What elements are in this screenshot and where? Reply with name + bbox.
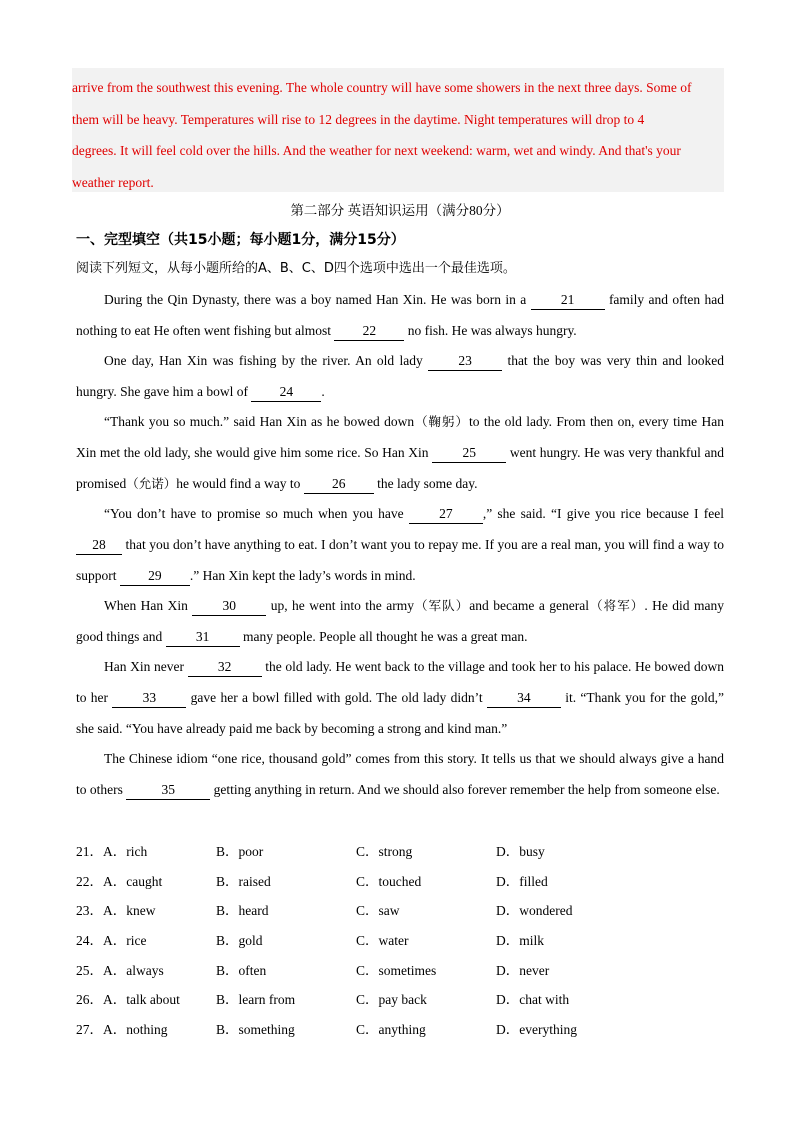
option-c: C．pay back	[356, 992, 427, 1008]
passage-paragraph-6	[76, 651, 724, 744]
passage-paragraph-4	[76, 498, 724, 591]
text: The Chinese idiom “one rice, thousand gold” comes from this story. It tells us that we should always give a hand to others	[76, 751, 724, 797]
text: ,” she said. “I give you rice because I feel	[482, 506, 724, 521]
text: gave her a bowl filled with gold. The old lady didn’t	[186, 690, 487, 705]
passage-paragraph-5	[76, 590, 724, 652]
text: “You don’t have to promise so much when you have	[104, 506, 409, 521]
blank-25: 25	[432, 444, 506, 463]
blank-27: 27	[409, 505, 483, 524]
weather-line: weather report.	[72, 174, 154, 190]
text: and became a general	[469, 598, 590, 613]
text: that the boy was very thin and looked hungry. She gave him a bowl of	[76, 353, 724, 399]
blank-31: 31	[166, 628, 240, 647]
chinese-gloss: （军队）	[413, 598, 470, 613]
option-c: C．water	[356, 933, 409, 949]
option-c: C．touched	[356, 873, 422, 889]
option-b: B．poor	[216, 844, 264, 859]
option-d: D．everything	[496, 1022, 577, 1038]
blank-32: 32	[188, 658, 262, 677]
text: that you don’t have anything to eat. I don’t want you to repay me. If you are a real man, you will find a way to support	[76, 537, 724, 583]
option-a: 25．A．always	[76, 962, 164, 978]
passage-paragraph-3	[76, 406, 724, 499]
passage-paragraph-2	[76, 345, 724, 407]
option-d: D．milk	[496, 933, 545, 949]
option-b: B．gold	[216, 933, 263, 949]
option-d: D．busy	[496, 844, 545, 859]
text: went hungry. He was very thankful and promised	[76, 445, 724, 491]
passage-paragraph-1	[76, 284, 724, 346]
option-a: 24．A．rice	[76, 933, 147, 949]
weather-line: them will be heavy. Temperatures will rise to 12 degrees in the daytime. Night temperatures will drop to 4	[72, 111, 645, 127]
chinese-gloss: （将军）	[589, 598, 645, 613]
option-c: C．strong	[356, 844, 413, 859]
option-b: B．learn from	[216, 992, 296, 1008]
blank-34: 34	[487, 689, 561, 708]
blank-33: 33	[112, 689, 186, 708]
option-a: 22．A．caught	[76, 873, 163, 889]
blank-23: 23	[428, 352, 502, 371]
weather-line: arrive from the southwest this evening. The whole country will have some showers in the next three days. Some of	[72, 80, 692, 95]
option-b: B．heard	[216, 903, 269, 919]
option-b: B．often	[216, 962, 267, 978]
text: . He did many good things and	[76, 598, 724, 644]
blank-30: 30	[192, 597, 266, 616]
text: “Thank you so much.” said Han Xin as he bowed down	[104, 414, 415, 429]
blank-21: 21	[531, 291, 605, 310]
part-title: 第二部分 英语知识运用（满分80分）	[290, 203, 510, 218]
option-a: 21．A．rich	[76, 844, 148, 859]
text: the old lady. He went back to the village and took her to his palace. He bowed down to her	[76, 659, 724, 705]
weather-line: degrees. It will feel cold over the hills. And the weather for next weekend: warm, wet and windy. And that's your	[72, 143, 681, 158]
text: no fish. He was always hungry.	[404, 323, 577, 338]
blank-22: 22	[334, 322, 404, 341]
text: he would find a way to	[176, 476, 304, 491]
weather-report-box	[72, 68, 724, 192]
text: .” Han Xin kept the lady’s words in mind.	[189, 568, 416, 583]
option-d: D．wondered	[496, 903, 573, 919]
text: .	[321, 384, 325, 399]
text: One day, Han Xin was fishing by the river. An old lady	[104, 353, 429, 368]
blank-26: 26	[304, 475, 374, 494]
option-a: 23．A．knew	[76, 903, 156, 919]
text: up, he went into the army	[266, 598, 414, 613]
text: During the Qin Dynasty, there was a boy named Han Xin. He was born in a	[104, 292, 531, 307]
option-d: D．never	[496, 962, 550, 978]
blank-35: 35	[126, 781, 210, 800]
text: the lady some day.	[373, 476, 478, 491]
option-d: D．filled	[496, 873, 548, 889]
option-c: C．sometimes	[356, 962, 437, 978]
option-c: C．saw	[356, 903, 400, 919]
text: it. “Thank you for the gold,” she said. “You have already paid me back by becoming a strong and kind man.”	[76, 690, 724, 736]
passage-paragraph-7	[76, 743, 724, 805]
instruction: 阅读下列短文，从每小题所给的A、B、C、D四个选项中选出一个最佳选项。	[76, 261, 516, 276]
text: getting anything in return. And we should also forever remember the help from someone else.	[210, 782, 720, 797]
option-d: D．chat with	[496, 992, 570, 1008]
blank-28: 28	[76, 536, 122, 555]
text: When Han Xin	[104, 598, 193, 613]
section-title: 一、完型填空（共15小题；每小题1分，满分15分）	[76, 232, 405, 248]
text: family and often had nothing to eat He often went fishing but almost	[76, 292, 724, 338]
option-a: 27．A．nothing	[76, 1022, 168, 1038]
blank-29: 29	[120, 567, 190, 586]
option-b: B．something	[216, 1022, 295, 1038]
chinese-gloss: （允诺）	[126, 476, 177, 491]
chinese-gloss: （鞠躬）	[414, 414, 469, 429]
option-c: C．anything	[356, 1022, 426, 1038]
text: Han Xin never	[104, 659, 188, 674]
option-a: 26．A．talk about	[76, 992, 180, 1008]
text: to the old lady. From then on, every time Han Xin met the old lady, she would give him some rice. So Han Xin	[76, 414, 724, 460]
text: many people. People all thought he was a great man.	[239, 629, 528, 644]
blank-24: 24	[251, 383, 321, 402]
option-b: B．raised	[216, 873, 271, 889]
